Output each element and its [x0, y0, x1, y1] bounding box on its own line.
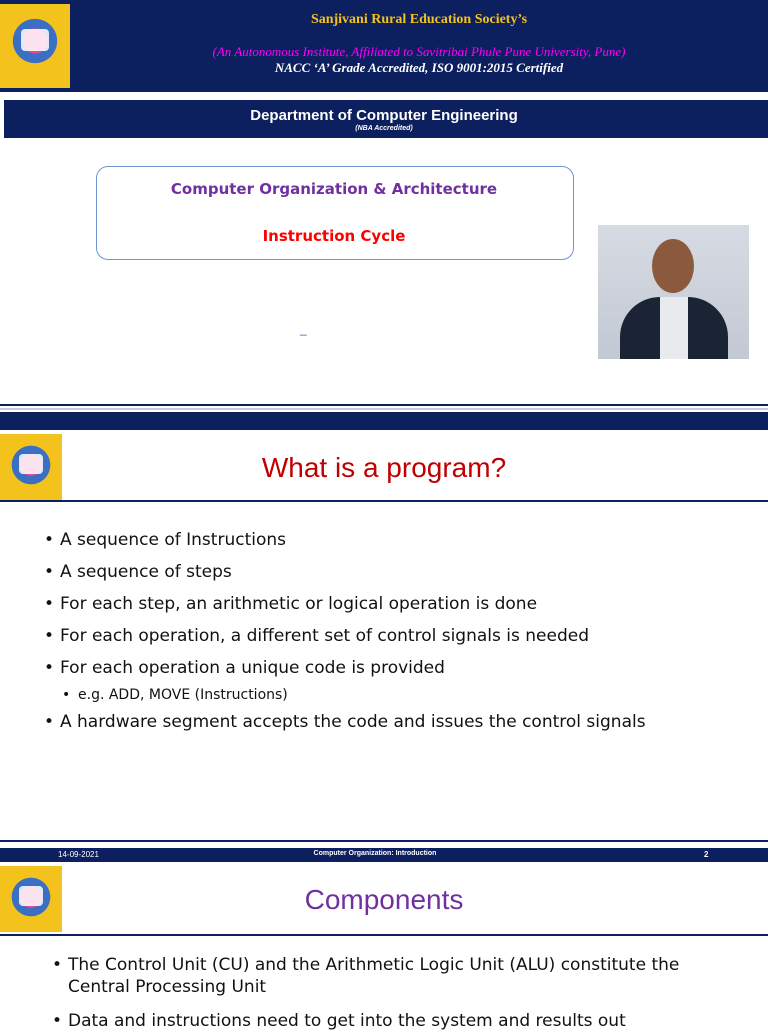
slide-title: What is a program? [261, 452, 507, 483]
sub-bullet-item: • e.g. ADD, MOVE (Instructions) [44, 684, 744, 706]
photo-shirt [660, 297, 688, 359]
department-name: Department of Computer Engineering [250, 107, 518, 124]
slide-separator [0, 408, 768, 410]
course-name: Computer Organization & Architecture [170, 180, 498, 198]
footer-date: 14-09-2021 [58, 850, 99, 859]
photo-head [652, 239, 694, 293]
bullet-item: • A sequence of steps [44, 556, 744, 588]
bullet-item: • The Control Unit (CU) and the Arithmetic Logic Unit (ALU) constitute the Central Processing Unit [52, 954, 742, 998]
bullet-item: • For each step, an arithmetic or logical operation is done [44, 588, 744, 620]
lecture-topic: Instruction Cycle [262, 227, 406, 245]
footer-rule [0, 840, 768, 842]
bullet-list [52, 954, 742, 1032]
bullet-list [44, 524, 744, 738]
slide-title: Components [304, 884, 464, 915]
accreditation-text: NACC ‘A’ Grade Accredited, ISO 9001:2015 Certified [274, 60, 564, 75]
title-underline [0, 934, 768, 936]
dash-mark: _ [300, 322, 307, 336]
college-logo [4, 10, 66, 72]
society-name: Sanjivani Rural Education Society’s [310, 12, 528, 27]
slide-2-top-bar [0, 412, 768, 430]
footer-title: Computer Organization: Introduction [313, 850, 437, 857]
presenter-photo [598, 225, 749, 359]
nba-badge: (NBA Accredited) [355, 125, 413, 132]
bullet-item: • Data and instructions need to get into the system and results out [52, 1010, 742, 1032]
slide-1-bottom-rule [0, 404, 768, 406]
affiliation-text: (An Autonomous Institute, Affiliated to Savitribai Phule Pune University, Pune) [212, 44, 626, 59]
bullet-item: • For each operation a unique code is provided [44, 652, 744, 684]
page-number: 2 [704, 850, 709, 859]
bullet-item: • A hardware segment accepts the code and issues the control signals [44, 706, 744, 738]
title-underline [0, 500, 768, 502]
bullet-item: • For each operation, a different set of control signals is needed [44, 620, 744, 652]
bullet-item: • A sequence of Instructions [44, 524, 744, 556]
